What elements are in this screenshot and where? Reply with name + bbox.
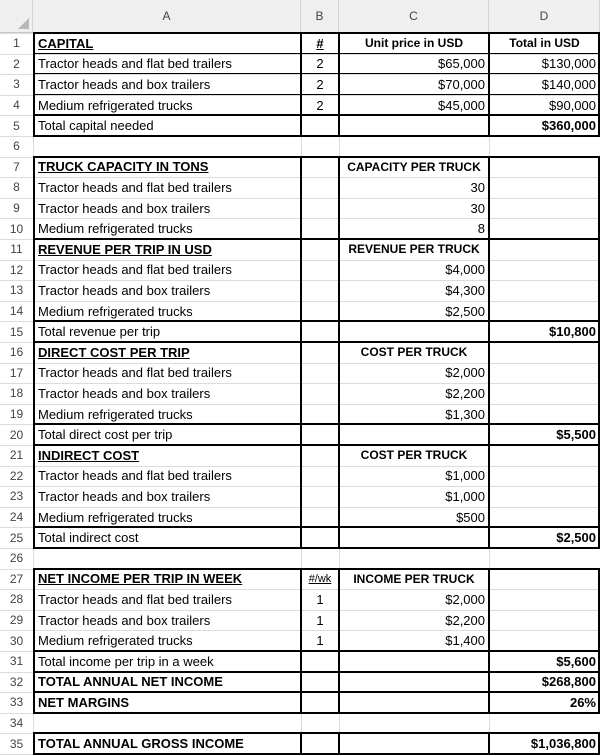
cell-c24[interactable]: $500 xyxy=(456,509,485,525)
row-number[interactable]: 19 xyxy=(9,407,24,422)
cell-c21[interactable]: COST PER TRUCK xyxy=(360,448,468,463)
row-number[interactable]: 35 xyxy=(9,736,24,751)
row-number[interactable]: 16 xyxy=(9,345,24,360)
row-number[interactable]: 34 xyxy=(9,716,24,731)
cell-b2[interactable]: 2 xyxy=(316,56,324,72)
row-number[interactable]: 4 xyxy=(13,98,20,113)
cell-d14[interactable] xyxy=(489,301,600,322)
cell-a3[interactable]: Tractor heads and box trailers xyxy=(38,76,211,92)
cell-d16[interactable] xyxy=(489,342,600,363)
cell-c22[interactable]: $1,000 xyxy=(445,468,485,484)
select-all-corner[interactable] xyxy=(0,0,33,33)
cell-c28[interactable]: $2,000 xyxy=(445,591,485,607)
row-number[interactable]: 24 xyxy=(9,510,24,525)
border-line xyxy=(338,32,340,137)
cell-d17[interactable] xyxy=(489,363,600,384)
cell-c15[interactable] xyxy=(339,321,489,342)
column-header-d[interactable]: D xyxy=(489,0,600,33)
cell-c8[interactable]: 30 xyxy=(470,179,485,195)
cell-b23[interactable] xyxy=(301,486,339,507)
cell-b1[interactable]: # xyxy=(316,35,324,51)
cell-a16[interactable]: DIRECT COST PER TRIP xyxy=(38,344,190,360)
cell-b3[interactable]: 2 xyxy=(316,76,324,92)
cell-a19[interactable]: Medium refrigerated trucks xyxy=(38,406,193,422)
cell-b22[interactable] xyxy=(301,466,339,487)
column-header-b[interactable]: B xyxy=(301,0,339,33)
cell-d9[interactable] xyxy=(489,198,600,219)
border-line xyxy=(34,423,599,425)
cell-d10[interactable] xyxy=(489,218,600,239)
cell-d11[interactable] xyxy=(489,239,600,260)
border-line xyxy=(34,114,599,116)
cell-d13[interactable] xyxy=(489,280,600,301)
cell-b5[interactable] xyxy=(301,115,339,136)
cell-c18[interactable]: $2,200 xyxy=(445,385,485,401)
cell-b21[interactable] xyxy=(301,445,339,466)
border-line xyxy=(34,94,599,95)
cell-c32[interactable] xyxy=(339,672,489,693)
border-line xyxy=(34,135,599,137)
border-line xyxy=(488,156,490,549)
row-number[interactable]: 10 xyxy=(9,221,24,236)
cell-b24[interactable] xyxy=(301,507,339,528)
cell-a9[interactable]: Tractor heads and box trailers xyxy=(38,200,211,216)
row-number[interactable]: 27 xyxy=(9,571,24,586)
border-line xyxy=(34,156,599,158)
cell-d4[interactable]: $90,000 xyxy=(549,97,596,113)
row-number[interactable]: 25 xyxy=(9,530,24,545)
cell-d18[interactable] xyxy=(489,383,600,404)
cell-a24[interactable]: Medium refrigerated trucks xyxy=(38,509,193,525)
border-line xyxy=(33,32,35,137)
border-line xyxy=(34,73,599,74)
cell-a10[interactable]: Medium refrigerated trucks xyxy=(38,221,193,237)
border-line xyxy=(34,732,599,734)
row-number[interactable]: 12 xyxy=(9,262,24,277)
cell-c10[interactable]: 8 xyxy=(477,221,485,237)
border-line xyxy=(300,32,302,137)
row-number[interactable]: 15 xyxy=(9,324,24,339)
cell-c7[interactable]: CAPACITY PER TRUCK xyxy=(347,159,481,174)
cell-a21[interactable]: INDIRECT COST xyxy=(38,447,140,463)
cell-d7[interactable] xyxy=(489,157,600,178)
row-number[interactable]: 18 xyxy=(9,386,24,401)
cell-c34[interactable] xyxy=(339,713,489,734)
row-number[interactable]: 5 xyxy=(13,118,20,133)
cell-a29[interactable]: Tractor heads and box trailers xyxy=(38,612,211,628)
cell-a25[interactable]: Total indirect cost xyxy=(38,530,139,546)
cell-c33[interactable] xyxy=(339,692,489,713)
border-line xyxy=(34,547,599,549)
cell-b26[interactable] xyxy=(301,548,339,569)
row-number[interactable]: 28 xyxy=(9,592,24,607)
row-number[interactable]: 31 xyxy=(9,654,24,669)
row-number[interactable]: 8 xyxy=(13,180,20,195)
cell-b34[interactable] xyxy=(301,713,339,734)
row-number[interactable]: 7 xyxy=(13,159,20,174)
cell-b17[interactable] xyxy=(301,363,339,384)
row-number[interactable]: 29 xyxy=(9,613,24,628)
row-number[interactable]: 20 xyxy=(9,427,24,442)
cell-c26[interactable] xyxy=(339,548,489,569)
row-number[interactable]: 23 xyxy=(9,489,24,504)
border-line xyxy=(34,671,599,673)
border-line xyxy=(34,568,599,570)
cell-c14[interactable]: $2,500 xyxy=(445,303,485,319)
cell-a34[interactable] xyxy=(35,713,301,734)
cell-d1[interactable]: Total in USD xyxy=(509,36,580,51)
cell-a32[interactable]: TOTAL ANNUAL NET INCOME xyxy=(38,674,223,690)
cell-a5[interactable]: Total capital needed xyxy=(38,118,154,134)
cell-a1[interactable]: CAPITAL xyxy=(38,35,94,51)
cell-d25[interactable]: $2,500 xyxy=(556,530,596,546)
cell-c27[interactable]: INCOME PER TRUCK xyxy=(353,571,475,586)
cell-c2[interactable]: $65,000 xyxy=(438,56,485,72)
cell-b14[interactable] xyxy=(301,301,339,322)
cell-a33[interactable]: NET MARGINS xyxy=(38,694,129,710)
cell-b13[interactable] xyxy=(301,280,339,301)
cell-a23[interactable]: Tractor heads and box trailers xyxy=(38,488,211,504)
cell-d26[interactable] xyxy=(489,548,600,569)
cell-c3[interactable]: $70,000 xyxy=(438,76,485,92)
cell-d30[interactable] xyxy=(489,630,600,651)
cell-c31[interactable] xyxy=(339,651,489,672)
border-line xyxy=(488,732,490,755)
cell-d5[interactable]: $360,000 xyxy=(541,118,596,134)
cell-b30[interactable]: 1 xyxy=(316,633,324,649)
cell-c11[interactable]: REVENUE PER TRUCK xyxy=(348,242,480,257)
cell-c17[interactable]: $2,000 xyxy=(445,365,485,381)
cell-d33[interactable]: 26% xyxy=(569,694,596,710)
cell-d20[interactable]: $5,500 xyxy=(556,427,596,443)
border-line xyxy=(300,732,302,755)
cell-a17[interactable]: Tractor heads and flat bed trailers xyxy=(38,365,232,381)
border-line xyxy=(300,156,302,549)
cell-b6[interactable] xyxy=(301,136,339,157)
cell-b9[interactable] xyxy=(301,198,339,219)
cell-a8[interactable]: Tractor heads and flat bed trailers xyxy=(38,179,232,195)
cell-b18[interactable] xyxy=(301,383,339,404)
border-line xyxy=(34,238,599,240)
cell-b8[interactable] xyxy=(301,177,339,198)
cell-b15[interactable] xyxy=(301,321,339,342)
border-line xyxy=(33,156,35,549)
cell-a11[interactable]: REVENUE PER TRIP IN USD xyxy=(38,241,212,257)
border-line xyxy=(34,32,599,34)
border-line xyxy=(34,320,599,322)
cell-d23[interactable] xyxy=(489,486,600,507)
cell-c20[interactable] xyxy=(339,424,489,445)
row-number[interactable]: 9 xyxy=(13,201,20,216)
cell-d24[interactable] xyxy=(489,507,600,528)
row-number[interactable]: 14 xyxy=(9,304,24,319)
border-line xyxy=(34,712,599,714)
cell-a18[interactable]: Tractor heads and box trailers xyxy=(38,385,211,401)
row-number[interactable]: 11 xyxy=(10,242,23,257)
cell-d8[interactable] xyxy=(489,177,600,198)
border-line xyxy=(34,53,599,54)
row-number[interactable]: 33 xyxy=(9,695,24,710)
cell-a35[interactable]: TOTAL ANNUAL GROSS INCOME xyxy=(38,736,244,752)
cell-b33[interactable] xyxy=(301,692,339,713)
border-line xyxy=(34,650,599,652)
cell-a4[interactable]: Medium refrigerated trucks xyxy=(38,97,193,113)
cell-c1[interactable]: Unit price in USD xyxy=(364,36,463,51)
row-number[interactable]: 32 xyxy=(9,674,24,689)
cell-d27[interactable] xyxy=(489,569,600,590)
cell-b16[interactable] xyxy=(301,342,339,363)
cell-d15[interactable]: $10,800 xyxy=(549,324,596,340)
cell-c19[interactable]: $1,300 xyxy=(445,406,485,422)
cell-a2[interactable]: Tractor heads and flat bed trailers xyxy=(38,56,232,72)
cell-c12[interactable]: $4,000 xyxy=(445,262,485,278)
cell-a6[interactable] xyxy=(35,136,301,157)
cell-b27[interactable]: #/wk xyxy=(308,572,332,585)
column-header-c[interactable]: C xyxy=(339,0,489,33)
cell-d31[interactable]: $5,600 xyxy=(556,653,596,669)
border-line xyxy=(338,732,340,755)
cell-c30[interactable]: $1,400 xyxy=(445,633,485,649)
cell-b32[interactable] xyxy=(301,672,339,693)
cell-c29[interactable]: $2,200 xyxy=(445,612,485,628)
row-number[interactable]: 6 xyxy=(13,139,20,154)
cell-d12[interactable] xyxy=(489,260,600,281)
cell-a15[interactable]: Total revenue per trip xyxy=(38,324,161,340)
cell-a26[interactable] xyxy=(35,548,301,569)
cell-c23[interactable]: $1,000 xyxy=(445,488,485,504)
cell-a28[interactable]: Tractor heads and flat bed trailers xyxy=(38,591,232,607)
cell-d2[interactable]: $130,000 xyxy=(541,56,596,72)
cell-b12[interactable] xyxy=(301,260,339,281)
cell-b11[interactable] xyxy=(301,239,339,260)
cell-b29[interactable]: 1 xyxy=(316,612,324,628)
cell-b20[interactable] xyxy=(301,424,339,445)
cell-d22[interactable] xyxy=(489,466,600,487)
cell-d6[interactable] xyxy=(489,136,600,157)
row-number[interactable]: 1 xyxy=(13,36,20,51)
cell-a31[interactable]: Total income per trip in a week xyxy=(38,653,214,669)
cell-d29[interactable] xyxy=(489,610,600,631)
cell-c35[interactable] xyxy=(339,733,489,754)
cell-c6[interactable] xyxy=(339,136,489,157)
row-number[interactable]: 21 xyxy=(9,448,24,463)
cell-c16[interactable]: COST PER TRUCK xyxy=(360,345,468,360)
column-header-a[interactable]: A xyxy=(33,0,301,33)
row-number[interactable]: 26 xyxy=(9,551,24,566)
cell-d3[interactable]: $140,000 xyxy=(541,76,596,92)
cell-d34[interactable] xyxy=(489,713,600,734)
border-line xyxy=(33,732,35,755)
border-line xyxy=(34,526,599,528)
cell-b35[interactable] xyxy=(301,733,339,754)
border-line xyxy=(34,691,599,693)
row-number[interactable]: 3 xyxy=(13,77,20,92)
cell-d28[interactable] xyxy=(489,589,600,610)
row-number[interactable]: 22 xyxy=(9,468,24,483)
border-line xyxy=(338,156,340,549)
cell-d35[interactable]: $1,036,800 xyxy=(530,736,596,752)
row-number[interactable]: 2 xyxy=(13,56,20,71)
cell-d19[interactable] xyxy=(489,404,600,425)
cell-d21[interactable] xyxy=(489,445,600,466)
cell-a20[interactable]: Total direct cost per trip xyxy=(38,427,173,443)
cell-c5[interactable] xyxy=(339,115,489,136)
row-number[interactable]: 30 xyxy=(9,633,24,648)
cell-a7[interactable]: TRUCK CAPACITY IN TONS xyxy=(38,159,209,175)
cell-c4[interactable]: $45,000 xyxy=(438,97,485,113)
cell-b31[interactable] xyxy=(301,651,339,672)
row-number[interactable]: 13 xyxy=(9,283,24,298)
cell-b4[interactable]: 2 xyxy=(316,97,324,113)
cell-a30[interactable]: Medium refrigerated trucks xyxy=(38,633,193,649)
border-line xyxy=(34,341,599,343)
cell-c9[interactable]: 30 xyxy=(470,200,485,216)
cell-a14[interactable]: Medium refrigerated trucks xyxy=(38,303,193,319)
cell-c25[interactable] xyxy=(339,527,489,548)
cell-b7[interactable] xyxy=(301,157,339,178)
cell-a27[interactable]: NET INCOME PER TRIP IN WEEK xyxy=(38,571,243,587)
cell-d32[interactable]: $268,800 xyxy=(541,674,596,690)
row-number[interactable]: 17 xyxy=(9,365,24,380)
cell-b28[interactable]: 1 xyxy=(316,591,324,607)
cell-a12[interactable]: Tractor heads and flat bed trailers xyxy=(38,262,232,278)
cell-a22[interactable]: Tractor heads and flat bed trailers xyxy=(38,468,232,484)
cell-b10[interactable] xyxy=(301,218,339,239)
cell-a13[interactable]: Tractor heads and box trailers xyxy=(38,282,211,298)
border-line xyxy=(34,444,599,446)
select-all-triangle-icon xyxy=(18,18,29,29)
border-line xyxy=(488,32,490,137)
cell-b25[interactable] xyxy=(301,527,339,548)
cell-b19[interactable] xyxy=(301,404,339,425)
cell-c13[interactable]: $4,300 xyxy=(445,282,485,298)
